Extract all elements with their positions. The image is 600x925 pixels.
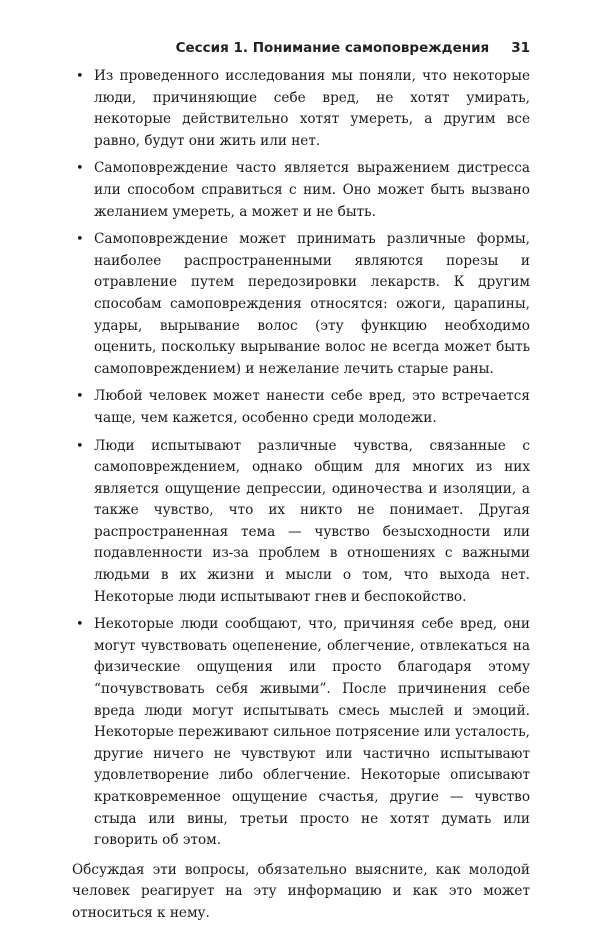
running-title: Сессия 1. Понимание самоповреждения: [175, 40, 490, 56]
list-item: [72, 436, 530, 609]
list-item-text: Некоторые люди сообщают, что, причиняя себе вред, они могут чувствовать оцепенение, облегчение, отвлекаться на физические ощущения или просто благодаря этому “почувствовать себя живыми”. После причинения себе вреда люди могут испытывать смесь мыслей и эмоций. Некоторые переживают сильное потрясение или усталость, другие ничего не чувствуют или частично испытывают удовлетворение либо облегчение. Некоторые описывают кратковременное ощущение счастья, другие — чувство стыда или вины, третьи просто не хотят думать или говорить об этом.: [94, 616, 530, 849]
bullet-icon: •: [76, 161, 84, 177]
list-item-text: Самоповреждение часто является выражением дистресса или способом справиться с ним. Оно может быть вызвано желанием умереть, а может и не быть.: [94, 160, 530, 220]
list-item-text: Люди испытывают различные чувства, связанные с самоповреждением, однако общим для многих из них является ощущение депрессии, одиночества и изоляции, а также чувство, что их никто не понимает. Другая распространенная тема — чувство безысходности или подавленности из-за проблем в отношениях с важными людьми в их жизни и мысли о том, что выхода нет. Некоторые люди испытывают гнев и беспокойство.: [94, 437, 530, 605]
list-item: [72, 386, 530, 429]
list-item-text: Из проведенного исследования мы поняли, что некоторые люди, причиняющие себе вред, не хотят умирать, некоторые действительно хотят умереть, а другим все равно, будут они жить или нет.: [94, 68, 530, 149]
bullet-icon: •: [76, 232, 84, 248]
list-item: [72, 158, 530, 223]
list-item-text: Самоповреждение может принимать различные формы, наиболее распространенными являются порезы и отравление путем передозировки лекарств. К другим способам самоповреждения относятся: ожоги, царапины, удары, вырывание волос (эту функцию необходимо оценить, поскольку вырывание волос не всегда может быть самоповреждением) и нежелание лечить старые раны.: [94, 231, 530, 377]
bullet-icon: •: [76, 69, 84, 84]
list-item-text: Любой человек может нанести себе вред, это встречается чаще, чем кажется, особенно среди молодежи.: [94, 388, 530, 426]
bullet-icon: •: [76, 389, 84, 405]
page-number: 31: [511, 40, 530, 56]
list-item: [72, 614, 530, 852]
bullet-icon: •: [76, 617, 84, 633]
running-header: [72, 40, 530, 56]
list-item: [72, 229, 530, 380]
bullet-icon: •: [76, 438, 84, 454]
closing-paragraph: Обсуждая эти вопросы, обязательно выясните, как молодой человек реагирует на эту информацию и как это может относиться к нему.: [72, 861, 530, 921]
bullet-list: [72, 66, 530, 852]
list-item: [72, 66, 530, 152]
